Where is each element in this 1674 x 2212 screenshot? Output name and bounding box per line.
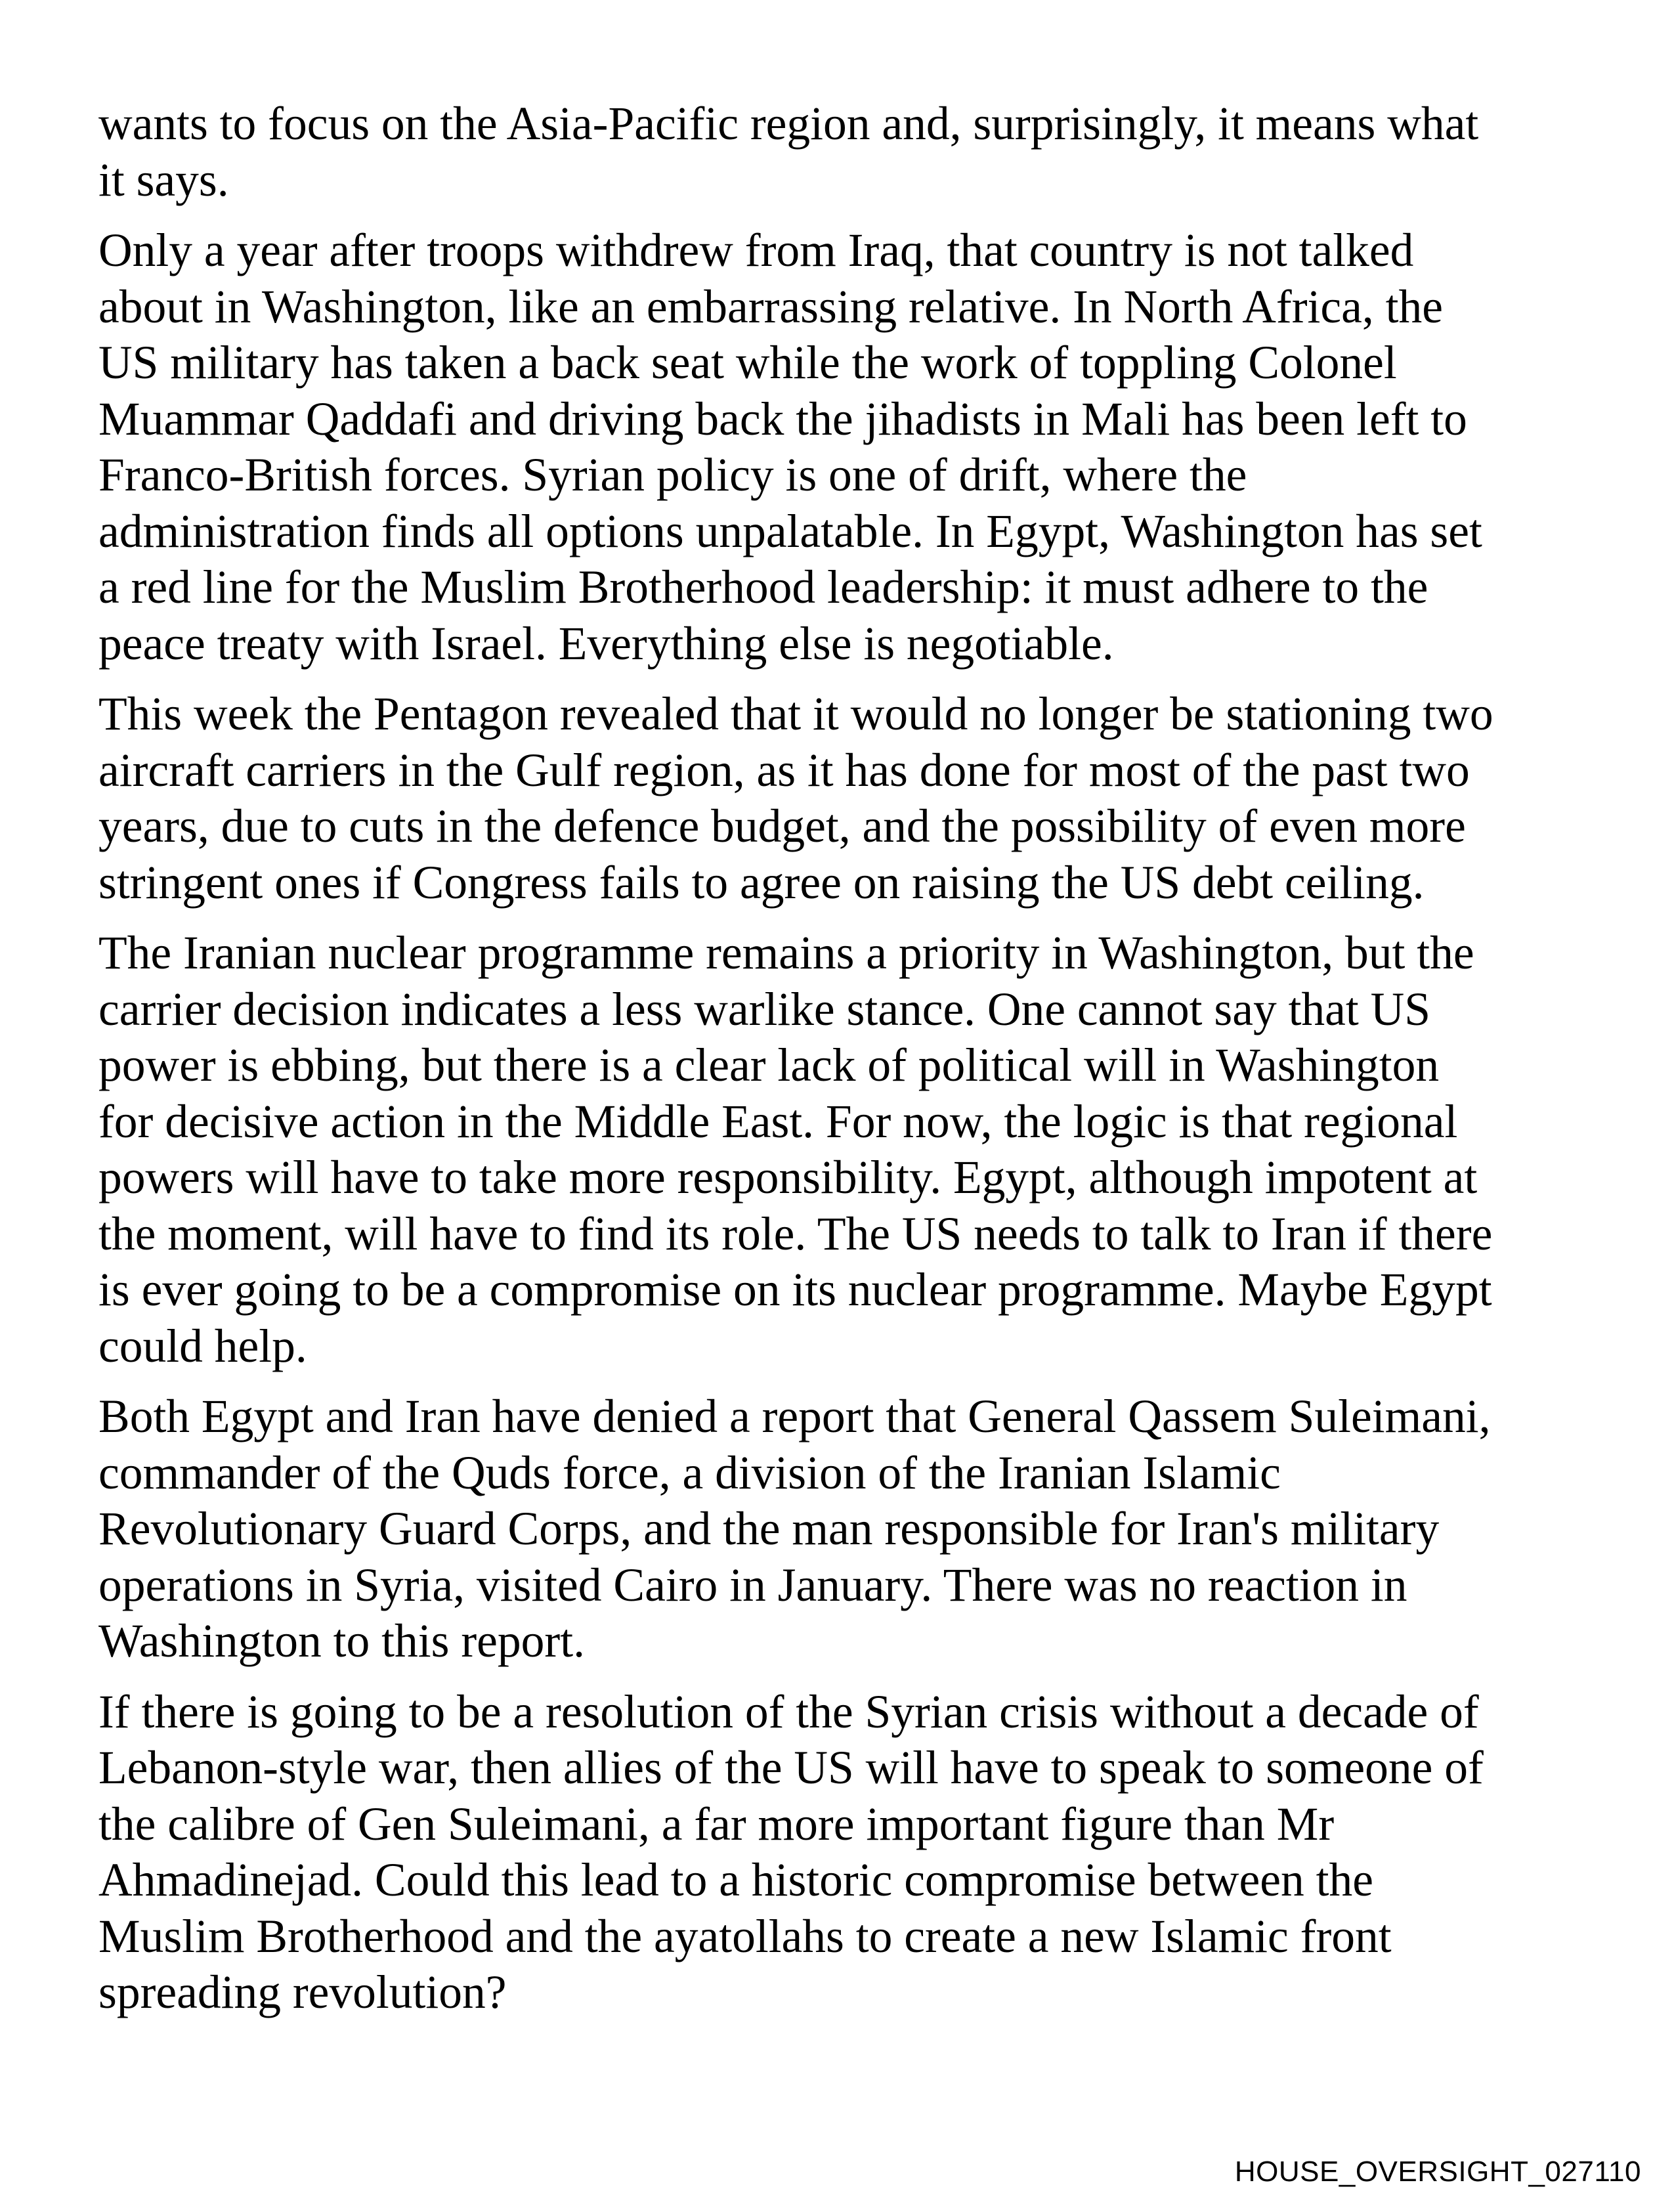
text-line: peace treaty with Israel. Everything else is negotiable. <box>98 617 1114 670</box>
text-line: stringent ones if Congress fails to agree on raising the US debt ceiling. <box>98 856 1425 909</box>
text-line: spreading revolution? <box>98 1966 507 2018</box>
text-line: Both Egypt and Iran have denied a report that General Qassem Suleimani, <box>98 1391 1491 1442</box>
text-line: Lebanon-style war, then allies of the US will have to speak to someone of <box>98 1742 1484 1794</box>
text-line: power is ebbing, but there is a clear lack of political will in Washington <box>98 1039 1440 1091</box>
text-line: administration finds all options unpalatable. In Egypt, Washington has set <box>98 505 1482 557</box>
text-line: is ever going to be a compromise on its nuclear programme. Maybe Egypt <box>98 1264 1492 1316</box>
text-line: Muammar Qaddafi and driving back the jihadists in Mali has been left to <box>98 393 1467 445</box>
paragraph-5 <box>98 1389 1569 1670</box>
paragraph-2 <box>98 223 1569 672</box>
text-line: Revolutionary Guard Corps, and the man responsible for Iran's military <box>98 1503 1440 1555</box>
paragraph-6 <box>98 1684 1569 2021</box>
text-line: This week the Pentagon revealed that it would no longer be stationing two <box>98 688 1493 740</box>
text-line: commander of the Quds force, a division of the Iranian Islamic <box>98 1446 1281 1499</box>
text-line: it says. <box>98 154 229 206</box>
text-line: Washington to this report. <box>98 1615 585 1667</box>
text-line: If there is going to be a resolution of the Syrian crisis without a decade of <box>98 1685 1479 1738</box>
bates-stamp: HOUSE_OVERSIGHT_027110 <box>1234 2156 1641 2188</box>
text-line: Only a year after troops withdrew from Iraq, that country is not talked <box>98 225 1414 276</box>
text-line: wants to focus on the Asia-Pacific region and, surprisingly, it means what <box>98 98 1479 150</box>
text-line: about in Washington, like an embarrassing relative. In North Africa, the <box>98 280 1443 333</box>
text-line: the moment, will have to find its role. The US needs to talk to Iran if there <box>98 1207 1493 1260</box>
paragraph-1 <box>98 96 1569 208</box>
article-body <box>98 96 1569 2035</box>
text-line: years, due to cuts in the defence budget, and the possibility of even more <box>98 800 1466 852</box>
text-line: aircraft carriers in the Gulf region, as it has done for most of the past two <box>98 744 1470 796</box>
text-line: powers will have to take more responsibility. Egypt, although impotent at <box>98 1152 1478 1204</box>
text-line: could help. <box>98 1320 307 1372</box>
text-line: Franco-British forces. Syrian policy is one of drift, where the <box>98 449 1247 501</box>
text-line: the calibre of Gen Suleimani, a far more important figure than Mr <box>98 1798 1335 1850</box>
text-line: operations in Syria, visited Cairo in January. There was no reaction in <box>98 1559 1407 1611</box>
text-line: Muslim Brotherhood and the ayatollahs to create a new Islamic front <box>98 1910 1392 1963</box>
text-line: for decisive action in the Middle East. For now, the logic is that regional <box>98 1095 1458 1148</box>
text-line: Ahmadinejad. Could this lead to a historic compromise between the <box>98 1854 1373 1906</box>
text-line: carrier decision indicates a less warlike stance. One cannot say that US <box>98 983 1431 1035</box>
text-line: US military has taken a back seat while the work of toppling Colonel <box>98 337 1397 389</box>
paragraph-3 <box>98 686 1569 911</box>
text-line: a red line for the Muslim Brotherhood leadership: it must adhere to the <box>98 561 1428 613</box>
paragraph-4 <box>98 925 1569 1374</box>
text-line: The Iranian nuclear programme remains a priority in Washington, but the <box>98 927 1474 979</box>
